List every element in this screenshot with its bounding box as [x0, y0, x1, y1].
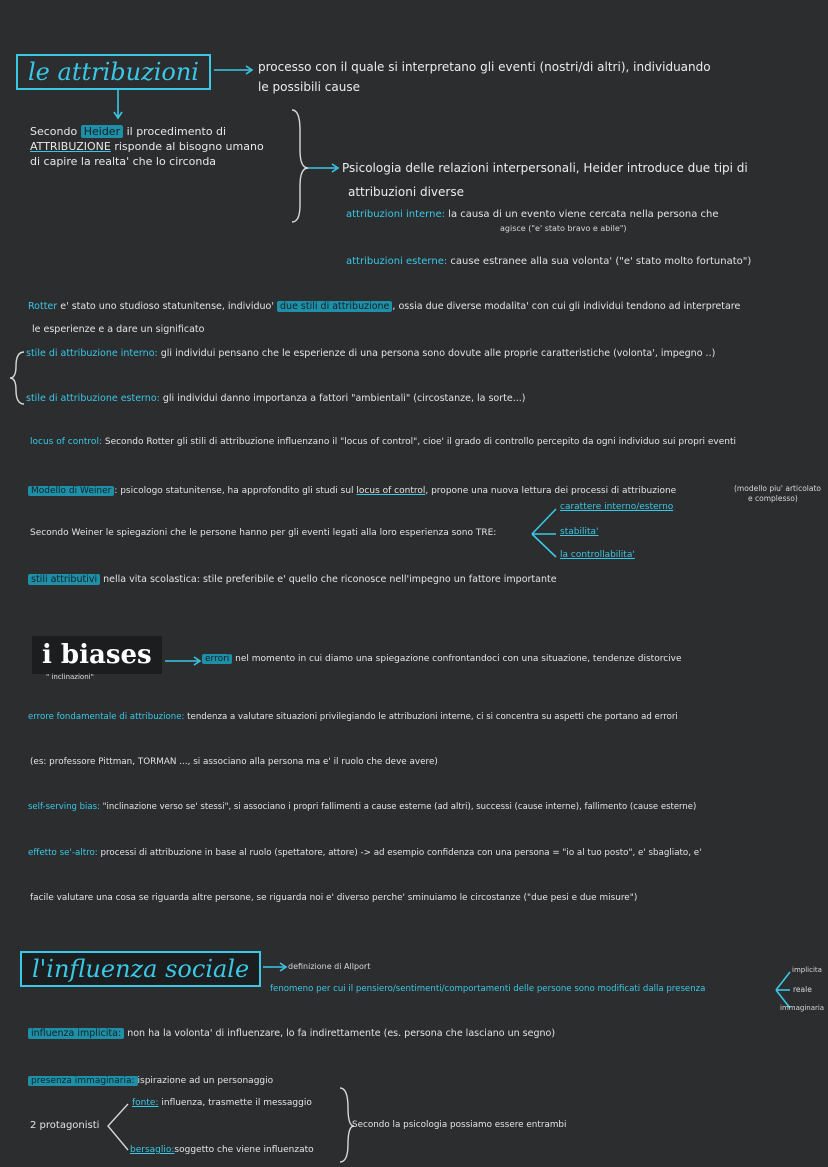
branch-line: [776, 972, 790, 990]
effetto-se-altro-text: processi di attribuzione in base al ruolo (spettatore, attore) -> ad esempio confidenza con una persona = "io al tuo posto", e' sbagliato, e': [100, 848, 702, 858]
section-title-attribuzioni: le attribuzioni: [16, 54, 211, 90]
stile-esterno-text: gli individui danno importanza a fattori "ambientali" (circostanze, la sorte...): [162, 393, 526, 404]
section-title-influenza-sociale: l'influenza sociale: [20, 951, 261, 987]
locus-text: Secondo Rotter gli stili di attribuzione influenzano il "locus of control", cioe' il grado di controllo percepito da ogni individuo sui propri eventi: [104, 437, 737, 447]
branch-line: [532, 509, 556, 534]
bersaglio-label: bersaglio:: [130, 1145, 175, 1155]
rotter-line-2: le esperienze e a dare un significato: [32, 324, 205, 335]
definition-line-1: processo con il quale si interpretano gli eventi (nostri/di altri), individuando: [258, 60, 711, 74]
locus-label: locus of control:: [30, 437, 102, 447]
attribuzioni-esterne-label: attribuzioni esterne:: [346, 256, 448, 267]
weiner-dimension: la controllabilita': [560, 550, 635, 560]
bersaglio-row: [130, 1145, 314, 1155]
presenza-immaginaria-text: ispirazione ad un personaggio: [137, 1076, 274, 1086]
attribuzioni-interne-text: la causa di un evento viene cercata nella persona che: [448, 209, 719, 220]
psicologia-line-1: Psicologia delle relazioni interpersonali, Heider introduce due tipi di: [342, 161, 748, 175]
attribuzioni-esterne-row: [346, 256, 751, 267]
locus-row: [30, 437, 736, 447]
effetto-se-altro-text-2: facile valutare una cosa se riguarda altre persone, se riguarda noi e' diverso perche' sminuiamo le circostanze ("due pesi e due misure"): [30, 893, 638, 903]
errori-text: nel momento in cui diamo una spiegazione confrontandoci con una situazione, tendenze distorcive: [235, 654, 682, 664]
rotter-text: , ossia due diverse modalita' con cui gli individui tendono ad interpretare: [392, 301, 741, 312]
attribuzioni-interne-text-2: agisce ("e' stato bravo e abile"): [500, 224, 627, 233]
stili-attributivi-label: stili attributivi: [28, 574, 100, 585]
heider-attribuzione: ATTRIBUZIONE: [30, 140, 111, 153]
self-serving-text: "inclinazione verso se' stessi", si associano i propri fallimenti a cause esterne (ad altri), successi (cause interne), fallimento (cause esterne): [102, 802, 697, 812]
rotter-line-1: [28, 301, 740, 312]
weiner-locus: locus of control: [356, 486, 426, 496]
self-serving-row: [28, 802, 696, 812]
rotter-text: e' stato uno studioso statunitense, individuo': [60, 301, 274, 312]
weiner-row: [28, 486, 676, 496]
heider-name: Heider: [81, 125, 123, 138]
stile-esterno-label: stile di attribuzione esterno:: [26, 393, 160, 404]
presenza-immaginaria-label: presenza immaginaria:: [28, 1076, 138, 1086]
section-title-biases: i biases: [32, 636, 162, 674]
errori-row: [202, 654, 682, 664]
stile-interno-row: [26, 348, 715, 359]
stile-interno-text: gli individui pensano che le esperienze di una persona sono dovute alle proprie caratteristiche (volonta', impegno ..): [160, 348, 716, 359]
presenza-type: immaginaria: [780, 1004, 825, 1012]
heider-line-1: [30, 125, 226, 138]
heider-text: Secondo: [30, 125, 78, 138]
weiner-label: Modello di Weiner: [28, 486, 114, 496]
stili-attributivi-row: [28, 574, 557, 585]
stili-attributivi-text: nella vita scolastica: stile preferibile e' quello che riconosce nell'impegno un fattore importante: [103, 574, 557, 585]
effetto-se-altro-row: [28, 848, 702, 858]
heider-line-2: [30, 140, 264, 153]
heider-line-3: di capire la realta' che lo circonda: [30, 155, 217, 168]
brace: [108, 1104, 128, 1150]
brace: [292, 110, 308, 222]
errori-highlight: errori: [202, 654, 232, 664]
errore-fondamentale-label: errore fondamentale di attribuzione:: [28, 712, 185, 722]
presenza-type: reale: [793, 985, 812, 994]
self-serving-label: self-serving bias:: [28, 802, 100, 812]
heider-text: risponde al bisogno umano: [114, 140, 264, 153]
weiner-dimension: stabilita': [560, 527, 599, 537]
errore-fondamentale-row: [28, 712, 678, 722]
stile-esterno-row: [26, 393, 525, 404]
attribuzioni-interne-row: [346, 209, 719, 220]
effetto-se-altro-label: effetto se'-altro:: [28, 848, 98, 858]
influenza-implicita-text: non ha la volonta' di influenzare, lo fa indirettamente (es. persona che lasciano un segno): [127, 1028, 556, 1039]
errore-fondamentale-text: tendenza a valutare situazioni privilegiando le attribuzioni interne, ci si concentra su aspetti che portano ad errori: [187, 712, 678, 722]
rotter-name: Rotter: [28, 301, 58, 312]
errore-fondamentale-example: (es: professore Pittman, TORMAN ..., si associano alla persona ma e' il ruolo che deve avere): [30, 757, 438, 767]
psicologia-line-2: attribuzioni diverse: [348, 185, 464, 199]
fonte-label: fonte:: [132, 1098, 159, 1108]
entrambi-text: Secondo la psicologia possiamo essere entrambi: [352, 1120, 567, 1130]
fenomeno-text: fenomeno per cui il pensiero/sentimenti/comportamenti delle persone sono modificati dalla presenza: [270, 984, 706, 994]
attribuzioni-esterne-text: cause estranee alla sua volonta' ("e' stato molto fortunato"): [450, 256, 752, 267]
attribuzioni-interne-label: attribuzioni interne:: [346, 209, 445, 220]
biases-subtitle: " inclinazioni": [46, 673, 94, 681]
weiner-text: , propone una nuova lettura dei processi di attribuzione: [425, 486, 677, 496]
weiner-note-1: (modello piu' articolato: [734, 484, 822, 493]
definition-line-2: le possibili cause: [258, 80, 360, 94]
presenza-type: implicita: [792, 966, 822, 974]
weiner-dimension: carattere interno/esterno: [560, 502, 674, 512]
rotter-highlight: due stili di attribuzione: [277, 301, 392, 312]
allport-definition: definizione di Allport: [288, 962, 371, 971]
fonte-text: influenza, trasmette il messaggio: [161, 1098, 312, 1108]
presenza-immaginaria-row: [28, 1076, 273, 1086]
influenza-implicita-row: [28, 1028, 555, 1039]
weiner-note-2: e complesso): [748, 494, 798, 503]
brace: [10, 352, 24, 404]
protagonisti-label: 2 protagonisti: [30, 1120, 100, 1131]
branch-line: [532, 534, 556, 557]
fonte-row: [132, 1098, 312, 1108]
heider-text: il procedimento di: [126, 125, 227, 138]
bersaglio-text: soggetto che viene influenzato: [174, 1145, 314, 1155]
weiner-dimensions-text: Secondo Weiner le spiegazioni che le persone hanno per gli eventi legati alla loro esperienza sono TRE:: [30, 528, 497, 538]
influenza-implicita-label: influenza implicita:: [28, 1028, 124, 1039]
weiner-text: : psicologo statunitense, ha approfondito gli studi sul: [114, 486, 354, 496]
stile-interno-label: stile di attribuzione interno:: [26, 348, 158, 359]
